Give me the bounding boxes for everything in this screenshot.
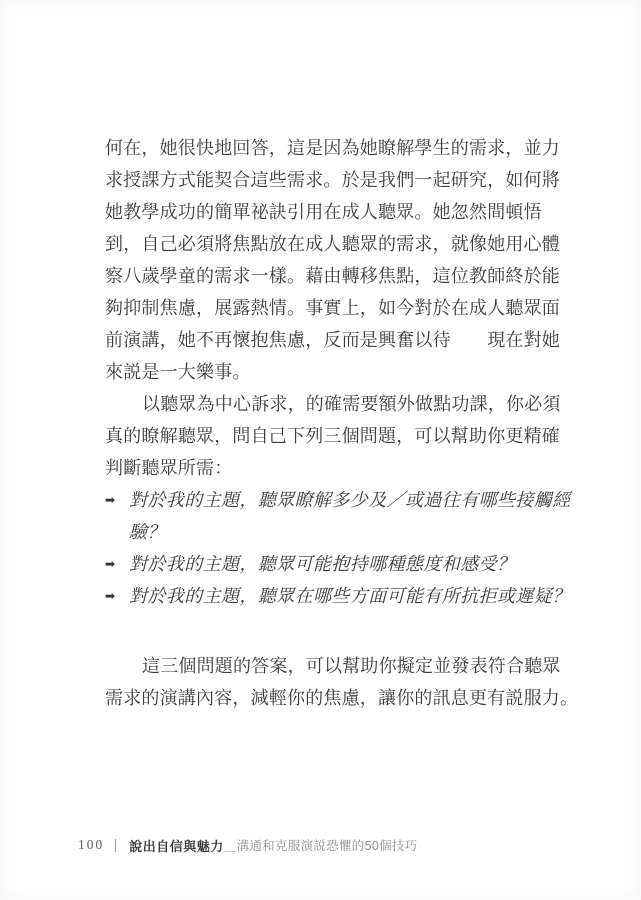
bullet-line: 驗？ (129, 522, 166, 542)
text-line: 需求的演講內容，減輕你的焦慮，讓你的訊息更有説服力。 (105, 688, 579, 708)
paragraph-3 (105, 650, 579, 714)
page-number: 100 (78, 837, 105, 852)
bullet-line: 對於我的主題，聽眾可能抱持哪種態度和感受？ (129, 554, 516, 574)
arrow-bullet-icon: ➡ (105, 557, 116, 571)
bullet-list (105, 484, 571, 612)
title-connector-underscore: ＿ (223, 839, 237, 853)
bullet-line: 對於我的主題，聽眾在哪些方面可能有所抗拒或遲疑？ (129, 586, 571, 606)
text-line: 何在，她很快地回答，這是因為她瞭解學生的需求，並力 (105, 138, 560, 158)
text-line: 前演講，她不再懷抱焦慮，反而是興奮以待 現在對她 (105, 330, 560, 350)
text-line: 這三個問題的答案，可以幫助你擬定並發表符合聽眾 (142, 656, 561, 676)
book-title: 說出自信與魅力 (129, 838, 224, 854)
text-line: 到，自己必須將焦點放在成人聽眾的需求，就像她用心體 (105, 234, 560, 254)
text-line: 以聽眾為中心訴求，的確需要額外做點功課，你必須 (142, 394, 561, 414)
bullet-text (129, 484, 571, 548)
bullet-item (105, 548, 545, 580)
paragraph-1 (105, 132, 560, 388)
arrow-bullet-icon: ➡ (105, 493, 116, 507)
bullet-text (129, 580, 571, 612)
text-line: 她教學成功的簡單祕訣引用在成人聽眾。她忽然間頓悟 (105, 202, 542, 222)
bullet-item (105, 580, 571, 612)
text-line: 來説是一大樂事。 (105, 362, 251, 382)
text-line: 察八歲學童的需求一樣。藉由轉移焦點，這位教師終於能 (105, 266, 560, 286)
book-subtitle: 溝通和克服演説恐懼的50個技巧 (236, 839, 418, 853)
text-line: 夠抑制焦慮，展露熱情。事實上，如今對於在成人聽眾面 (105, 298, 560, 318)
text-line: 求授課方式能契合這些需求。於是我們一起研究，如何將 (105, 170, 560, 190)
text-line: 判斷聽眾所需： (105, 458, 233, 478)
page-footer (78, 836, 417, 854)
arrow-bullet-icon: ➡ (105, 589, 116, 603)
text-line: 真的瞭解聽眾，問自己下列三個問題，可以幫助你更精確 (105, 426, 560, 446)
page-body (105, 132, 579, 714)
bullet-line: 對於我的主題，聽眾瞭解多少及／或過往有哪些接觸經 (129, 490, 571, 510)
paragraph-2 (105, 388, 561, 484)
footer-divider (115, 839, 116, 852)
bullet-text (129, 548, 515, 580)
bullet-item (105, 484, 571, 548)
